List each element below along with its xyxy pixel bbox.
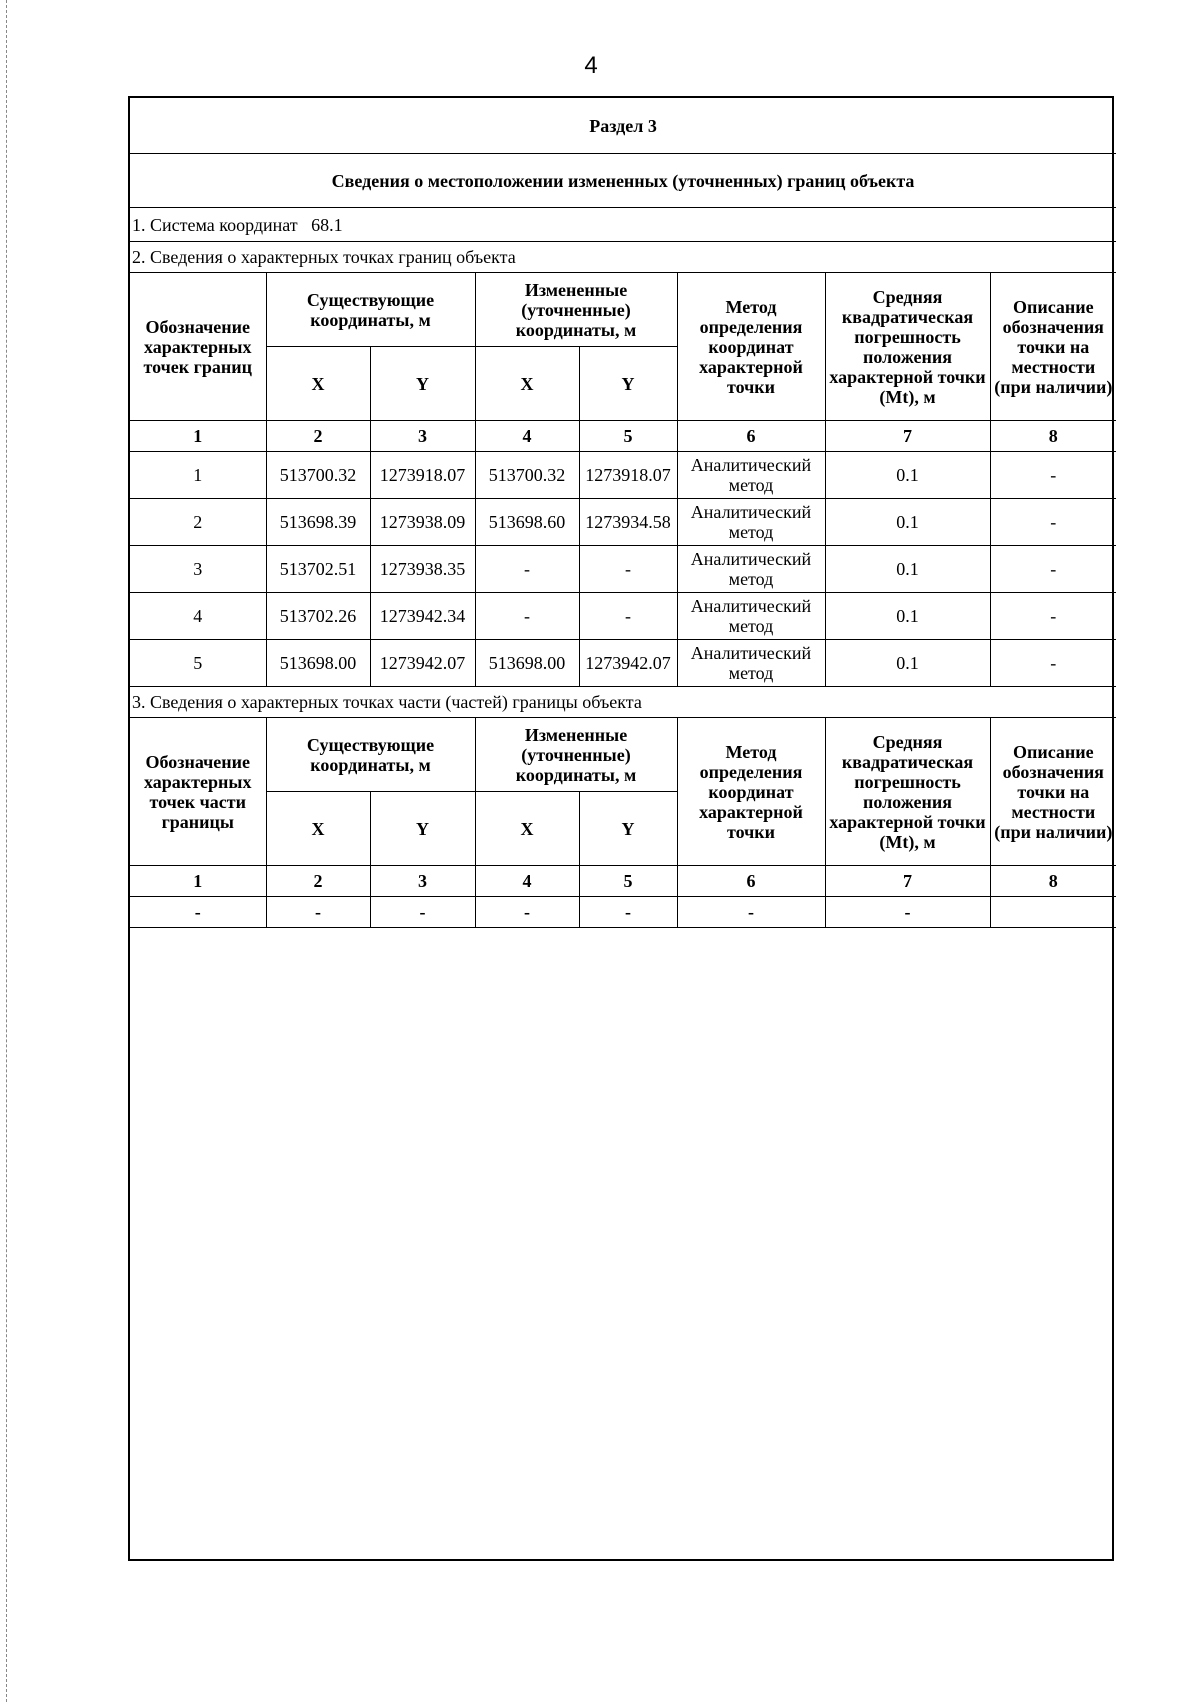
table-row <box>130 593 1116 640</box>
parts-header-existing: Существующие координаты, м <box>266 718 475 792</box>
method: Аналитический метод <box>677 499 825 546</box>
coordinate-system <box>130 208 1116 242</box>
page-number: 4 <box>584 52 598 79</box>
changed-y: - <box>579 593 677 640</box>
coordinate-system-label: 1. Система координат <box>132 214 298 235</box>
points-column-numbers <box>130 421 1116 452</box>
accuracy-mt: - <box>825 897 990 928</box>
section-title: Раздел 3 <box>130 98 1116 154</box>
existing-y: 1273918.07 <box>370 452 475 499</box>
existing-y: 1273938.09 <box>370 499 475 546</box>
parts-header-existing-y: Y <box>370 792 475 866</box>
column-number: 4 <box>475 421 579 452</box>
parts-header-changed: Измененные (уточненные) координаты, м <box>475 718 677 792</box>
changed-x: - <box>475 897 579 928</box>
points-header-changed-x: X <box>475 347 579 421</box>
parts-table-caption: 3. Сведения о характерных точках части (частей) границы объекта <box>130 687 1116 718</box>
column-number: 1 <box>130 421 266 452</box>
column-number: 5 <box>579 866 677 897</box>
column-number: 2 <box>266 421 370 452</box>
table-row <box>130 499 1116 546</box>
points-header-accuracy: Средняя квадратическая погрешность положения характерной точки (Mt), м <box>825 273 990 421</box>
changed-x: 513700.32 <box>475 452 579 499</box>
scan-edge <box>0 0 7 1702</box>
parts-header-method: Метод определения координат характерной точки <box>677 718 825 866</box>
parts-column-numbers <box>130 866 1116 897</box>
changed-x: 513698.60 <box>475 499 579 546</box>
parts-header-existing-x: X <box>266 792 370 866</box>
changed-x: - <box>475 593 579 640</box>
column-number: 3 <box>370 866 475 897</box>
points-table-caption: 2. Сведения о характерных точках границ объекта <box>130 242 1116 273</box>
point-description: - <box>990 593 1116 640</box>
parts-header-accuracy: Средняя квадратическая погрешность положения характерной точки (Mt), м <box>825 718 990 866</box>
method: Аналитический метод <box>677 593 825 640</box>
points-header-designation: Обозначение характерных точек границ <box>130 273 266 421</box>
point-id: - <box>130 897 266 928</box>
parts-header-description: Описание обозначения точки на местности (при наличии) <box>990 718 1116 866</box>
points-header-existing: Существующие координаты, м <box>266 273 475 347</box>
changed-x: 513698.00 <box>475 640 579 687</box>
method: Аналитический метод <box>677 452 825 499</box>
accuracy-mt: 0.1 <box>825 640 990 687</box>
existing-y: 1273942.07 <box>370 640 475 687</box>
column-number: 4 <box>475 866 579 897</box>
existing-x: - <box>266 897 370 928</box>
changed-y: 1273918.07 <box>579 452 677 499</box>
table-row <box>130 546 1116 593</box>
changed-y: - <box>579 897 677 928</box>
existing-x: 513698.39 <box>266 499 370 546</box>
column-number: 8 <box>990 866 1116 897</box>
section-frame <box>128 96 1114 1561</box>
points-header-existing-x: X <box>266 347 370 421</box>
table-row <box>130 452 1116 499</box>
existing-y: 1273938.35 <box>370 546 475 593</box>
point-description: - <box>990 499 1116 546</box>
method: Аналитический метод <box>677 640 825 687</box>
column-number: 5 <box>579 421 677 452</box>
existing-x: 513702.26 <box>266 593 370 640</box>
parts-header-designation: Обозначение характерных точек части границы <box>130 718 266 866</box>
points-header-changed-y: Y <box>579 347 677 421</box>
point-id: 5 <box>130 640 266 687</box>
points-header-method: Метод определения координат характерной точки <box>677 273 825 421</box>
points-header-changed: Измененные (уточненные) координаты, м <box>475 273 677 347</box>
column-number: 8 <box>990 421 1116 452</box>
point-id: 4 <box>130 593 266 640</box>
changed-x: - <box>475 546 579 593</box>
column-number: 3 <box>370 421 475 452</box>
accuracy-mt: 0.1 <box>825 546 990 593</box>
section-subtitle: Сведения о местоположении измененных (уточненных) границ объекта <box>130 154 1116 208</box>
changed-y: - <box>579 546 677 593</box>
existing-y: 1273942.34 <box>370 593 475 640</box>
existing-x: 513702.51 <box>266 546 370 593</box>
point-description: - <box>990 452 1116 499</box>
parts-header-changed-x: X <box>475 792 579 866</box>
accuracy-mt: 0.1 <box>825 452 990 499</box>
accuracy-mt: 0.1 <box>825 593 990 640</box>
table-row <box>130 640 1116 687</box>
table-row <box>130 897 1116 928</box>
point-id: 3 <box>130 546 266 593</box>
point-id: 2 <box>130 499 266 546</box>
point-description: - <box>990 546 1116 593</box>
accuracy-mt: 0.1 <box>825 499 990 546</box>
coordinate-system-value: 68.1 <box>311 214 343 235</box>
point-description: - <box>990 640 1116 687</box>
column-number: 1 <box>130 866 266 897</box>
changed-y: 1273942.07 <box>579 640 677 687</box>
changed-y: 1273934.58 <box>579 499 677 546</box>
column-number: 7 <box>825 866 990 897</box>
points-header-description: Описание обозначения точки на местности (при наличии) <box>990 273 1116 421</box>
existing-x: 513698.00 <box>266 640 370 687</box>
section-table <box>130 98 1116 928</box>
point-description <box>990 897 1116 928</box>
method: Аналитический метод <box>677 546 825 593</box>
column-number: 2 <box>266 866 370 897</box>
column-number: 6 <box>677 421 825 452</box>
existing-x: 513700.32 <box>266 452 370 499</box>
column-number: 6 <box>677 866 825 897</box>
existing-y: - <box>370 897 475 928</box>
points-header-existing-y: Y <box>370 347 475 421</box>
parts-header-changed-y: Y <box>579 792 677 866</box>
point-id: 1 <box>130 452 266 499</box>
method: - <box>677 897 825 928</box>
column-number: 7 <box>825 421 990 452</box>
